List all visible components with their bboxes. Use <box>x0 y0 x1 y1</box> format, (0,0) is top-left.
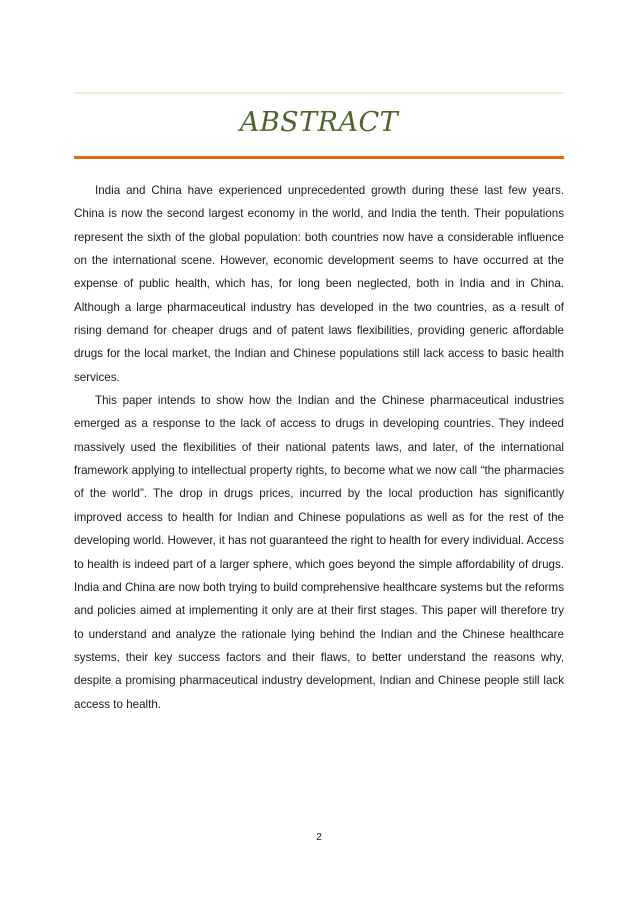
abstract-body <box>74 179 564 716</box>
page-title: ABSTRACT <box>239 107 399 138</box>
paragraph: India and China have experienced unprecedented growth during these last few years. China is now the second largest economy in the world, and India the tenth. Their populations represent the sixth of the global population: both countries now have a considerable influence on the international scene. However, economic development seems to have occurred at the expense of public health, which has, for long been neglected, both in India and in China. Although a large pharmaceutical industry has developed in the two countries, as a result of rising demand for cheaper drugs and of patent laws flexibilities, providing generic affordable drugs for the local market, the Indian and Chinese populations still lack access to basic health services. <box>74 184 564 384</box>
paragraph: This paper intends to show how the Indian and the Chinese pharmaceutical industries emerged as a response to the lack of access to drugs in developing countries. They indeed massively used the flexibilities of their national patents laws, and later, of the international framework applying to intellectual property rights, to become what we now call “the pharmacies of the world”. The drop in drugs prices, incurred by the local production has significantly improved access to health for Indian and Chinese populations as well as for the rest of the developing world. However, it has not guaranteed the right to health for every individual. Access to health is indeed part of a larger sphere, which goes beyond the simple affordability of drugs. India and China are now both trying to build comprehensive healthcare systems but the reforms and policies aimed at implementing it only are at their first stages. This paper will therefore try to understand and analyze the rationale lying behind the Indian and the Chinese healthcare systems, their key success factors and their flaws, to better understand the reasons why, despite a promising pharmaceutical industry development, Indian and Chinese people still lack access to health. <box>74 394 564 711</box>
title-underline <box>74 156 564 159</box>
header-rule <box>74 92 564 94</box>
page-number: 2 <box>316 832 322 843</box>
